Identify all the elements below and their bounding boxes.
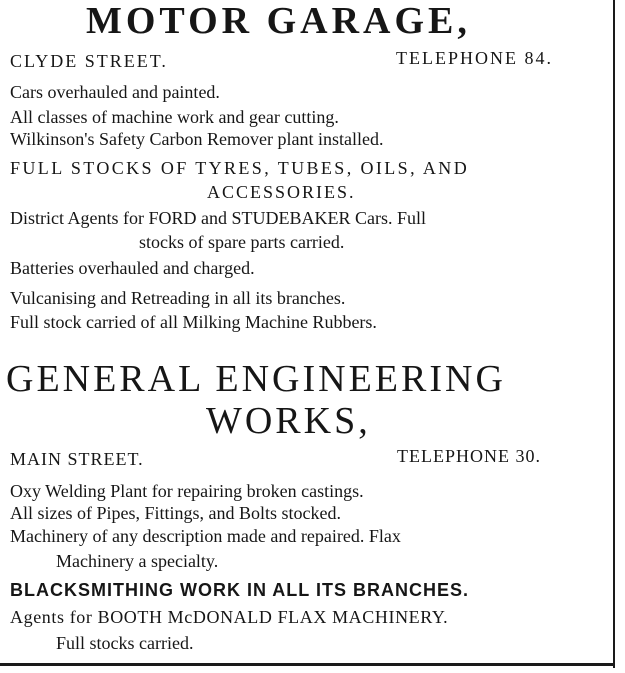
engineering-line: Machinery a specialty.: [56, 551, 219, 571]
motor-garage-line: All classes of machine work and gear cutting.: [10, 107, 339, 127]
motor-garage-line: Batteries overhauled and charged.: [10, 258, 255, 278]
engineering-line: Oxy Welding Plant for repairing broken castings.: [10, 481, 364, 501]
motor-garage-line: Wilkinson's Safety Carbon Remover plant installed.: [10, 129, 384, 149]
engineering-line: All sizes of Pipes, Fittings, and Bolts stocked.: [10, 503, 341, 523]
engineering-street: MAIN STREET.: [10, 449, 144, 469]
engineering-line-emphasis: BLACKSMITHING WORK IN ALL ITS BRANCHES.: [10, 580, 469, 600]
motor-garage-line: Vulcanising and Retreading in all its branches.: [10, 288, 346, 308]
border-rule-bottom: [0, 663, 615, 666]
motor-garage-line: FULL STOCKS OF TYRES, TUBES, OILS, AND: [10, 158, 470, 178]
motor-garage-line: Cars overhauled and painted.: [10, 82, 220, 102]
engineering-line: Agents for BOOTH McDONALD FLAX MACHINERY.: [10, 607, 449, 627]
border-rule-right: [613, 0, 615, 668]
motor-garage-street: CLYDE STREET.: [10, 51, 168, 71]
engineering-title-line1: GENERAL ENGINEERING: [6, 358, 506, 400]
engineering-line: Machinery of any description made and repaired. Flax: [10, 526, 401, 546]
engineering-title-line2: WORKS,: [206, 400, 371, 442]
engineering-telephone: TELEPHONE 30.: [397, 446, 541, 466]
motor-garage-line: ACCESSORIES.: [207, 182, 356, 202]
motor-garage-line: stocks of spare parts carried.: [139, 232, 345, 252]
engineering-line: Full stocks carried.: [56, 633, 194, 653]
motor-garage-line: District Agents for FORD and STUDEBAKER Cars. Full: [10, 208, 426, 228]
motor-garage-line: Full stock carried of all Milking Machine Rubbers.: [10, 312, 377, 332]
motor-garage-telephone: TELEPHONE 84.: [396, 48, 553, 68]
motor-garage-title: MOTOR GARAGE,: [86, 0, 471, 42]
